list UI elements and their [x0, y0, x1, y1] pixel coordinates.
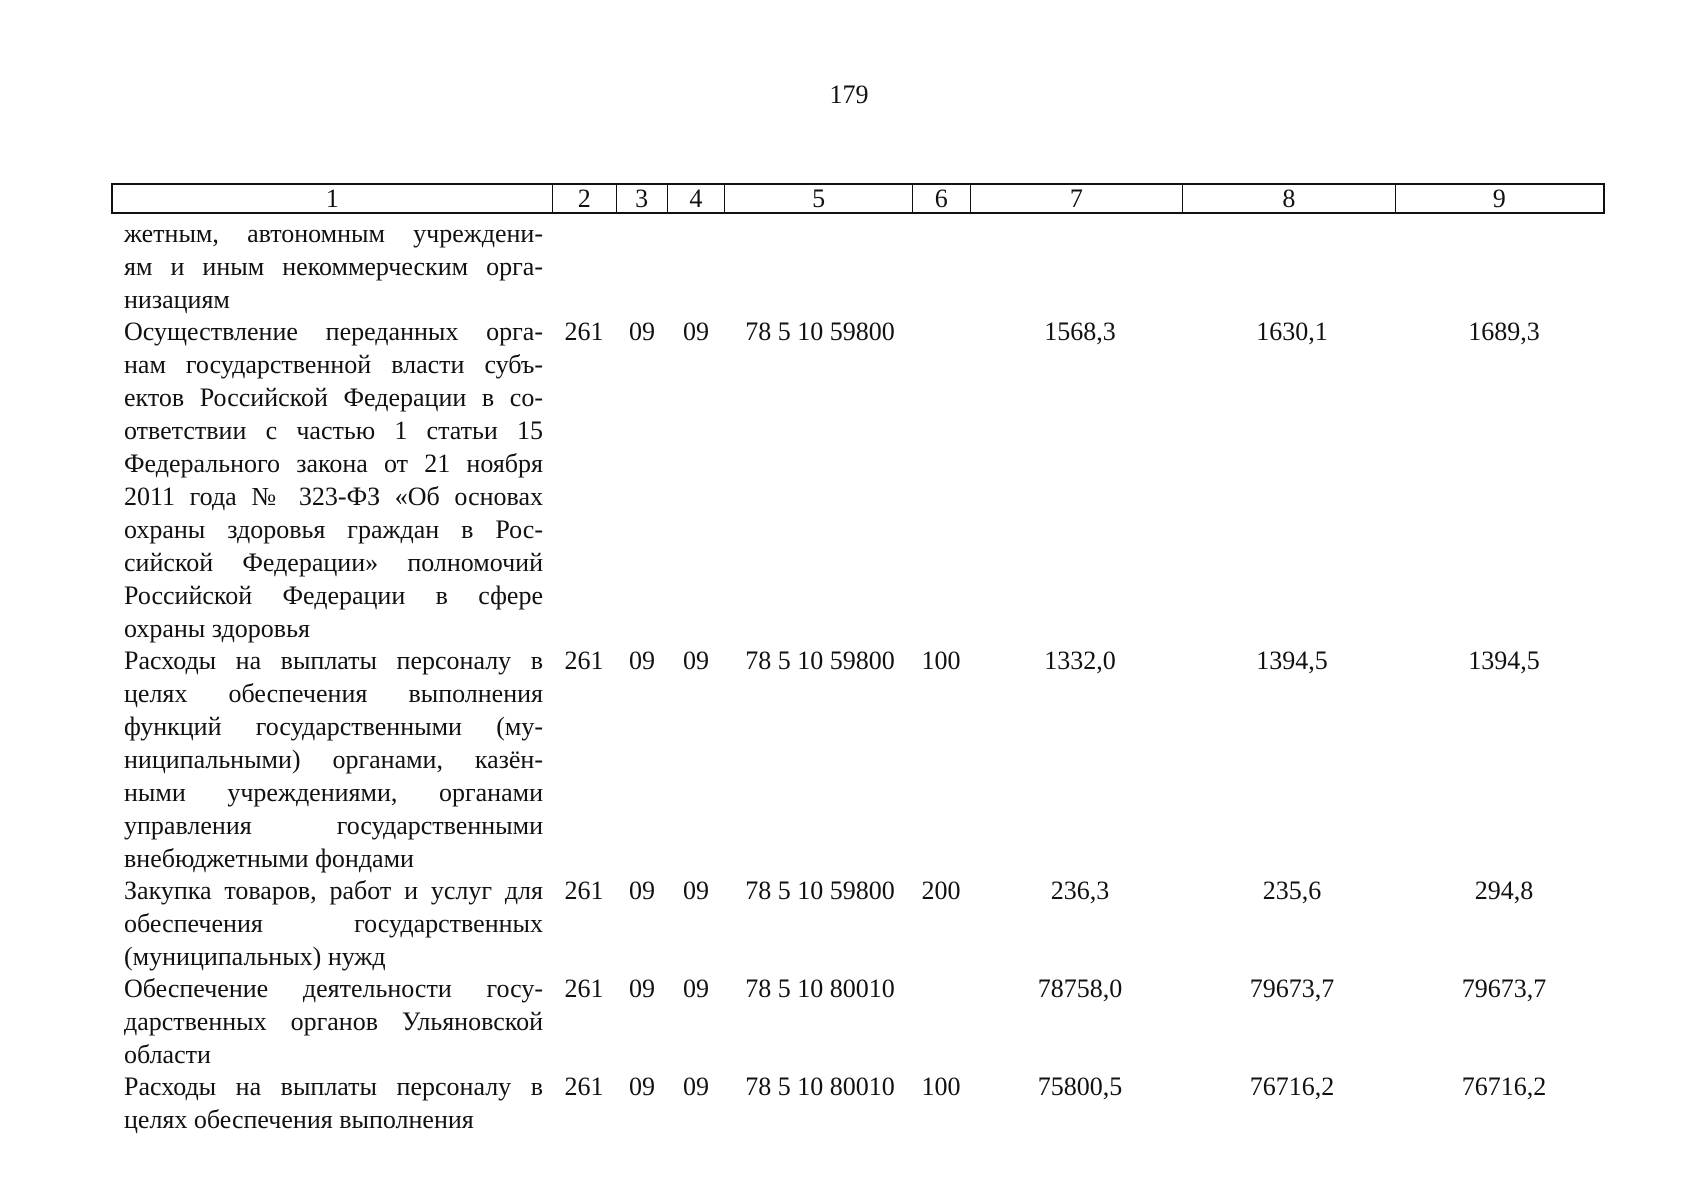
description-line: ниципальными) органами, казён-	[124, 745, 543, 774]
row-description	[124, 972, 543, 1071]
cell-c8: 1394,5	[1256, 646, 1328, 675]
description-line: ответствии с частью 1 статьи 15	[124, 416, 543, 445]
description-line: Осуществление переданных орга-	[124, 317, 543, 346]
cell-c6: 100	[921, 1072, 961, 1101]
description-line: целях обеспечения выполнения	[124, 679, 543, 708]
cell-c4: 09	[683, 974, 709, 1003]
cell-c7: 236,3	[1050, 876, 1110, 905]
cell-c3: 09	[629, 317, 655, 346]
row-description	[124, 1070, 543, 1136]
row-description	[124, 644, 543, 875]
header-col-3: 3	[617, 185, 668, 212]
header-col-6: 6	[913, 185, 971, 212]
cell-c9: 1689,3	[1468, 317, 1540, 346]
description-line: обеспечения государственных	[124, 909, 543, 938]
cell-c9: 294,8	[1474, 876, 1534, 905]
cell-c8: 76716,2	[1249, 1072, 1335, 1101]
cell-c4: 09	[683, 646, 709, 675]
page-number: 179	[829, 80, 869, 109]
cell-c5: 78 5 10 59800	[745, 317, 895, 346]
description-line: низациям	[124, 285, 230, 314]
description-line: внебюджетными фондами	[124, 844, 414, 873]
row-description	[124, 874, 543, 973]
cell-c8: 79673,7	[1249, 974, 1335, 1003]
header-col-4: 4	[668, 185, 726, 212]
description-line: Обеспечение деятельности госу-	[124, 974, 543, 1003]
description-line: функций государственными (му-	[124, 712, 543, 741]
description-line: области	[124, 1040, 211, 1069]
cell-c7: 78758,0	[1037, 974, 1123, 1003]
description-line: Федерального закона от 21 ноября	[124, 449, 543, 478]
cell-c6: 200	[921, 876, 961, 905]
header-col-9: 9	[1492, 184, 1506, 213]
cell-c7: 1332,0	[1044, 646, 1116, 675]
description-line: Расходы на выплаты персоналу в	[124, 646, 543, 675]
cell-c2: 261	[564, 646, 604, 675]
cell-c9: 76716,2	[1461, 1072, 1547, 1101]
cell-c3: 09	[629, 1072, 655, 1101]
cell-c9: 79673,7	[1461, 974, 1547, 1003]
description-line: охраны здоровья граждан в Рос-	[124, 515, 543, 544]
table-header-row	[111, 183, 1605, 214]
cell-c5: 78 5 10 80010	[745, 1072, 895, 1101]
cell-c6: 100	[921, 646, 961, 675]
cell-c2: 261	[564, 317, 604, 346]
description-line: ям и иным некоммерческим орга-	[124, 252, 543, 281]
row-description	[124, 217, 543, 316]
cell-c9: 1394,5	[1468, 646, 1540, 675]
cell-c4: 09	[683, 1072, 709, 1101]
header-col-8: 8	[1183, 185, 1395, 212]
cell-c2: 261	[564, 1072, 604, 1101]
cell-c8: 235,6	[1262, 876, 1322, 905]
cell-c3: 09	[629, 876, 655, 905]
header-col-5: 5	[725, 185, 913, 212]
cell-c7: 75800,5	[1037, 1072, 1123, 1101]
description-line: (муниципальных) нужд	[124, 942, 386, 971]
description-line: ектов Российской Федерации в со-	[124, 383, 543, 412]
header-col-7: 7	[971, 185, 1183, 212]
header-col-1: 1	[113, 185, 553, 212]
description-line: охраны здоровья	[124, 614, 310, 643]
cell-c5: 78 5 10 59800	[745, 646, 895, 675]
cell-c3: 09	[629, 646, 655, 675]
cell-c3: 09	[629, 974, 655, 1003]
description-line: Расходы на выплаты персоналу в	[124, 1072, 543, 1101]
description-line: ными учреждениями, органами	[124, 778, 543, 807]
description-line: Закупка товаров, работ и услуг для	[124, 876, 543, 905]
description-line: дарственных органов Ульяновской	[124, 1007, 543, 1036]
description-line: управления государственными	[124, 811, 543, 840]
cell-c7: 1568,3	[1044, 317, 1116, 346]
cell-c4: 09	[683, 876, 709, 905]
description-line: нам государственной власти субъ-	[124, 350, 543, 379]
cell-c5: 78 5 10 80010	[745, 974, 895, 1003]
cell-c8: 1630,1	[1256, 317, 1328, 346]
row-description	[124, 315, 543, 645]
description-line: жетным, автономным учреждени-	[124, 219, 543, 248]
description-line: сийской Федерации» полномочий	[124, 548, 543, 577]
cell-c2: 261	[564, 974, 604, 1003]
header-col-2: 2	[553, 185, 617, 212]
description-line: целях обеспечения выполнения	[124, 1105, 474, 1134]
cell-c4: 09	[683, 317, 709, 346]
cell-c5: 78 5 10 59800	[745, 876, 895, 905]
description-line: Российской Федерации в сфере	[124, 581, 543, 610]
description-line: 2011 года № 323-ФЗ «Об основах	[124, 482, 543, 511]
cell-c2: 261	[564, 876, 604, 905]
